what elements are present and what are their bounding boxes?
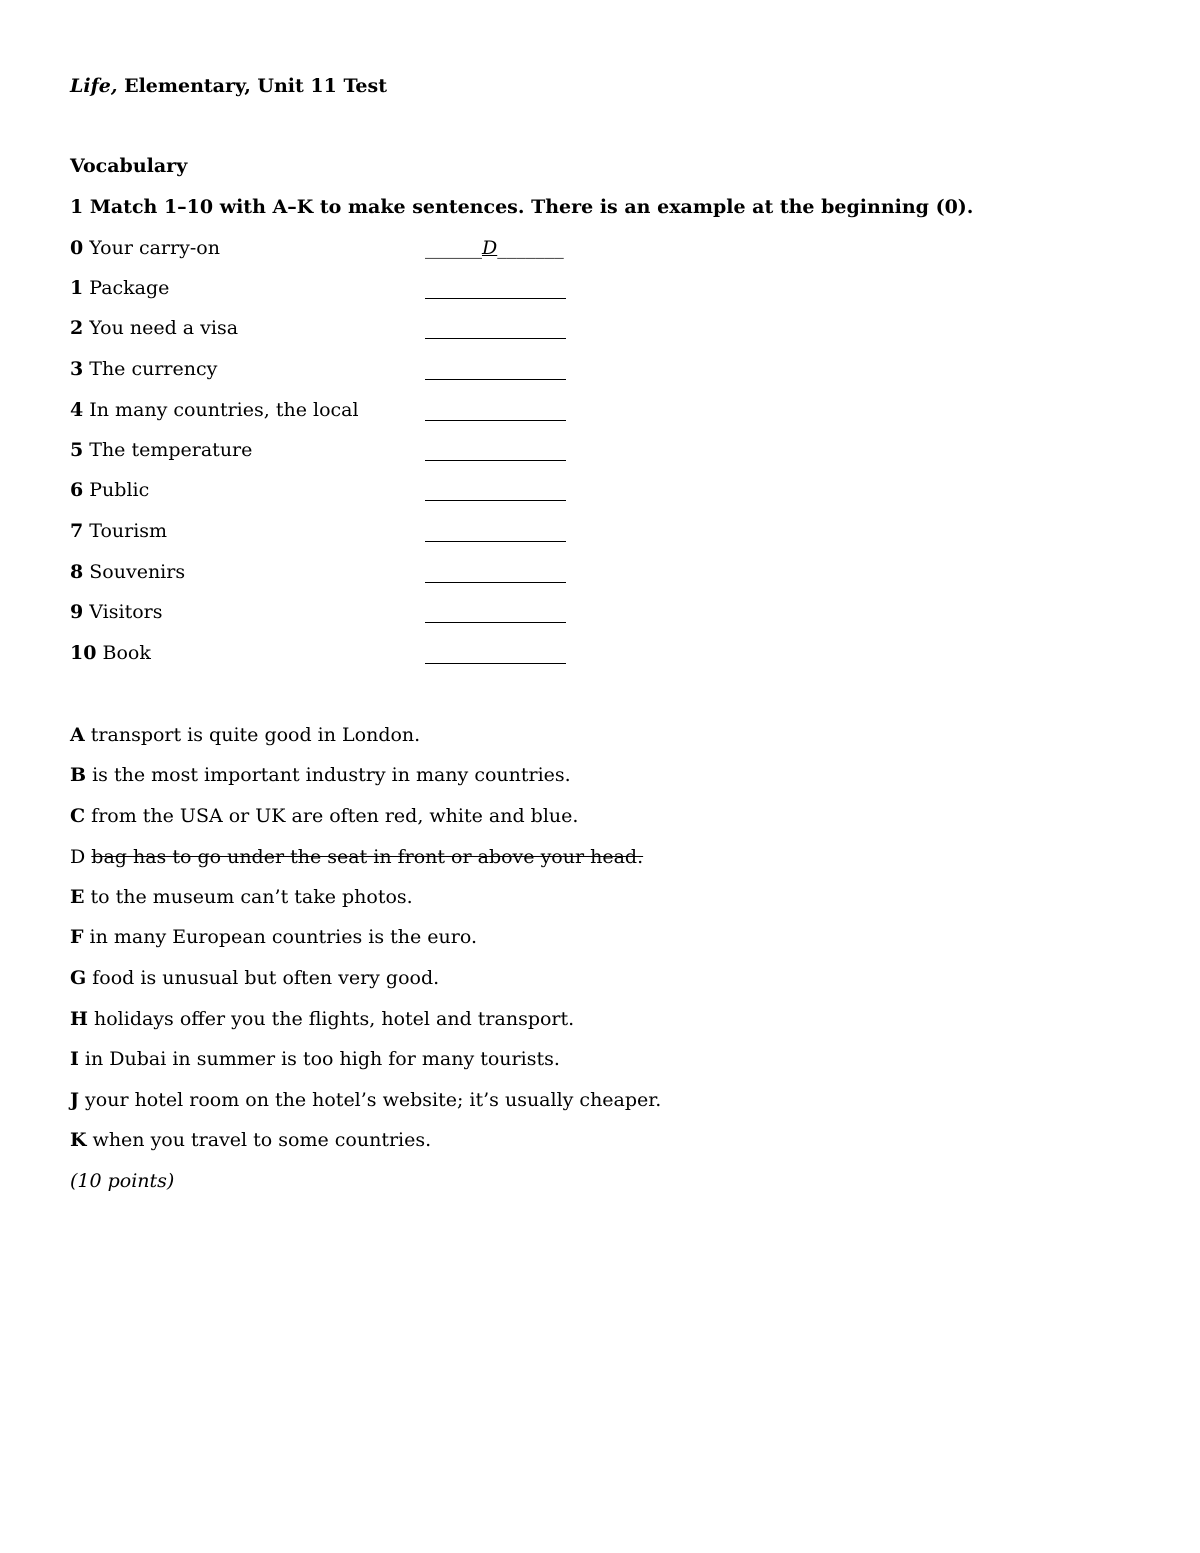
question-text: Visitors <box>83 601 163 623</box>
answer-blank[interactable] <box>425 276 566 299</box>
question-row-3 <box>70 357 590 383</box>
question-number: 3 <box>70 358 84 380</box>
option-letter: C <box>70 805 86 827</box>
question-row-8 <box>70 560 590 586</box>
option-g <box>70 966 439 990</box>
question-text: Public <box>83 479 150 501</box>
question-text: Souvenirs <box>83 561 186 583</box>
option-text: holidays offer you the flights, hotel and transport. <box>87 1008 575 1030</box>
question-text: You need a visa <box>83 317 239 339</box>
answer-blank[interactable] <box>425 398 566 421</box>
option-text: is the most important industry in many countries. <box>86 764 571 786</box>
question-row-7 <box>70 519 590 545</box>
question-row-4 <box>70 398 590 424</box>
option-text: food is unusual but often very good. <box>86 967 440 989</box>
answer-blank[interactable] <box>425 478 566 501</box>
question-text: Tourism <box>83 520 168 542</box>
answer-blank[interactable] <box>425 357 566 380</box>
option-text: in many European countries is the euro. <box>83 926 477 948</box>
option-letter: J <box>70 1089 79 1111</box>
option-text-struck: bag has to go under the seat in front or above your head. <box>91 846 644 868</box>
option-text: from the USA or UK are often red, white and blue. <box>85 805 579 827</box>
question-text: Package <box>83 277 170 299</box>
option-letter: B <box>70 764 87 786</box>
option-letter: K <box>70 1129 87 1151</box>
option-text: your hotel room on the hotel’s website; it’s usually cheaper. <box>79 1089 662 1111</box>
question-text: In many countries, the local <box>83 399 359 421</box>
option-letter: F <box>70 926 84 948</box>
answer-blank[interactable] <box>425 600 566 623</box>
option-letter: D <box>70 846 86 868</box>
option-letter: H <box>70 1008 88 1030</box>
option-letter: G <box>70 967 87 989</box>
answer-blank[interactable] <box>425 316 566 339</box>
question-number: 4 <box>70 399 84 421</box>
option-k <box>70 1128 431 1152</box>
option-letter: E <box>70 886 85 908</box>
page-title <box>70 74 387 98</box>
question-row-9 <box>70 600 590 626</box>
question-number: 0 <box>70 237 84 259</box>
option-text: in Dubai in summer is too high for many tourists. <box>78 1048 560 1070</box>
answer-blank-right: _______ <box>497 237 564 259</box>
option-e <box>70 885 413 909</box>
question-number: 2 <box>70 317 84 339</box>
option-text: to the museum can’t take photos. <box>84 886 413 908</box>
example-answer <box>425 236 564 260</box>
option-letter: A <box>70 724 85 746</box>
option-text: transport is quite good in London. <box>84 724 421 746</box>
option-i <box>70 1047 560 1071</box>
answer-blank-left: ______ <box>425 237 482 259</box>
option-h <box>70 1007 574 1031</box>
section-heading: Vocabulary <box>70 155 188 177</box>
answer-blank[interactable] <box>425 519 566 542</box>
answer-blank[interactable] <box>425 560 566 583</box>
question-number: 5 <box>70 439 84 461</box>
answer-blank[interactable] <box>425 438 566 461</box>
question-text: The temperature <box>83 439 253 461</box>
points-note: (10 points) <box>70 1170 175 1192</box>
option-b <box>70 763 571 787</box>
answer-blank[interactable] <box>425 641 566 664</box>
question-row-6 <box>70 478 590 504</box>
question-row-0 <box>70 236 590 262</box>
question-number: 8 <box>70 561 84 583</box>
option-f <box>70 925 477 949</box>
option-j <box>70 1088 661 1112</box>
question-number: 7 <box>70 520 84 542</box>
question-row-1 <box>70 276 590 302</box>
question-text: The currency <box>83 358 218 380</box>
option-a <box>70 723 420 747</box>
option-d <box>70 845 643 869</box>
question-text: Your carry-on <box>83 237 220 259</box>
question-number: 6 <box>70 479 84 501</box>
question-number: 9 <box>70 601 84 623</box>
question-number: 1 <box>70 277 84 299</box>
title-unit: Elementary, Unit 11 Test <box>117 75 387 97</box>
question-number: 10 <box>70 642 97 664</box>
option-letter: I <box>70 1048 79 1070</box>
question-row-2 <box>70 316 590 342</box>
question-row-10 <box>70 641 590 667</box>
option-c <box>70 804 578 828</box>
title-book-name: Life, <box>70 75 118 97</box>
example-answer-letter: D <box>482 237 498 259</box>
question-row-5 <box>70 438 590 464</box>
exercise-instruction: 1 Match 1–10 with A–K to make sentences. There is an example at the beginning (0). <box>70 196 974 218</box>
option-text: when you travel to some countries. <box>86 1129 432 1151</box>
question-text: Book <box>96 642 151 664</box>
